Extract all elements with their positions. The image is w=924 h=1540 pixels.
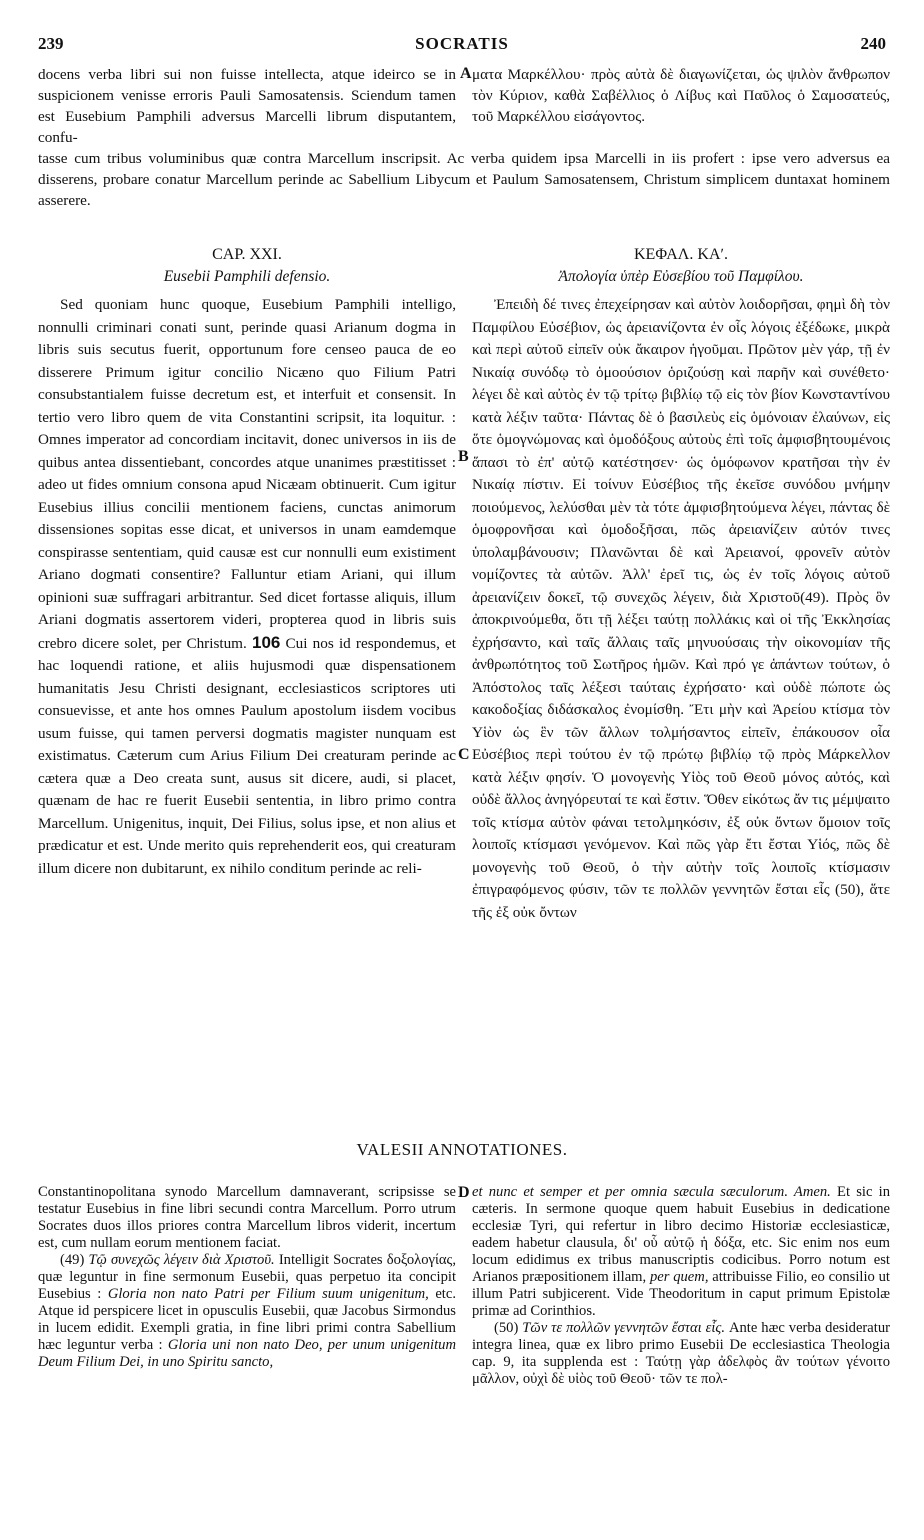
annotation-right-quote: et nunc et semper et per omnia sæcula sæculorum. Amen.	[472, 1184, 831, 1200]
running-title: SOCRATIS	[415, 34, 509, 53]
latin-chapter-subtitle: Eusebii Pamphili defensio.	[163, 268, 331, 285]
margin-mark-d: D	[458, 1184, 470, 1201]
annotations-title: VALESII ANNOTATIONES.	[356, 1140, 568, 1159]
latin-main-column	[38, 294, 456, 880]
annotation-49	[38, 1252, 456, 1371]
annotation-50	[472, 1320, 890, 1388]
annotations-left-column	[38, 1184, 456, 1371]
latin-main-text-2: Cui nos id respondemus, et hac loquendi ratione, et aliis hujusmodi quæ dispensationem humanitatis Jesu Christi designant, ecclesiasticos scriptores uti consuevisse, et ante hos omnes Paulum apostolum iisdem vocibus usum fuisse, qui tamen perversi dogmatis magister nunquam est existimatus. Cæterum cum Arius Filium Dei creaturam perinde ac cætera quæ a Deo creata sunt, ausus sit dicere, audi, si placet, quænam de hac re fuerit Eusebii sententia, in libro primo contra Marcellum. Unigenitus, inquit, Dei Filius, solus ipse, et non alius et prædicatur et est. Unde merito quis reprehenderit eos, qui creaturam illum dicere non dubitarunt, ex nihilo conditum perinde ac reli-	[38, 634, 457, 877]
full-width-text: tasse cum tribus voluminibus quæ contra Marcellum inscripsit. Ac verba quidem ipsa Marcelli in iis profert : ipse vero adversus ea disserens, probare conatur Marcellum perinde ac Sabellium Libycum et Paulum Samosatensem, Christum simplicem duntaxat hominem asserere.	[38, 150, 890, 209]
annotation-right-text-a: Et sic in cæteris. In sermone quoque quem habuit Eusebius in dedicatione ecclesiæ Tyri, qui refertur in libro decimo Historiæ ecclesiasticæ, eadem habetur clausula, δι' οὗ αὐτῷ ἡ δόξα, etc. Sic enim nos eum locum edidimus ex tribus manuscriptis codicibus. Porro notum est Arianos præpositionem illam,	[472, 1184, 890, 1285]
annotation-50-text: Ante hæc verba desideratur integra linea, quæ ex libro primo Eusebii De ecclesiastica Theologia cap. 9, ita supplenda est : Ταύτῃ γὰρ ἀδελφὸς ἂν τούτων γένοιτο μᾶλλον, οὐχὶ δὲ υἱὸς τοῦ Θεοῦ· τῶν τε πολ-	[472, 1320, 890, 1387]
annotation-50-lemma: Τῶν τε πολλῶν γεννητῶν ἔσται εἷς.	[522, 1320, 725, 1336]
greek-chapter-subtitle: Ἀπολογία ὑπὲρ Εὐσεβίου τοῦ Παμφίλου.	[558, 268, 804, 285]
annotation-49-number: (49)	[60, 1252, 85, 1268]
margin-mark-c: C	[458, 746, 470, 763]
latin-top-text: docens verba libri sui non fuisse intellecta, atque ideirco se in suspicionem venisse erroris Pauli Samosatensis. Sciendum tamen est Eusebium Pamphili adversus Marcelli librum disputantem, confu-	[38, 66, 456, 146]
annotation-right-text-b: attribuisse Filio, eo consilio ut illum Patri subjicerent. Vide Theodoritum in caput primum Epistolæ primæ ad Corinthios.	[472, 1269, 890, 1319]
margin-mark-a: A	[460, 65, 472, 82]
latin-chapter-title: CAP. XXI.	[212, 246, 282, 263]
greek-main-column	[472, 294, 890, 924]
latin-main-paragraph	[38, 294, 456, 880]
greek-top-text: ματα Μαρκέλλου· πρὸς αὐτὰ δὲ διαγωνίζεται, ὡς ψιλὸν ἄνθρωπον τὸν Κύριον, καθὰ Σαβέλλιος ὁ Λίβυς καὶ Παῦλος ὁ Σαμοσατεύς, τοῦ Μαρκέλλου εἰσάγοντος.	[472, 66, 890, 125]
page-marker: 106	[251, 632, 281, 652]
annotation-49-lemma: Τῷ συνεχῶς λέγειν διὰ Χριστοῦ.	[88, 1252, 275, 1268]
annotation-right-quote-2: per quem,	[649, 1269, 709, 1285]
annotation-49-quote-1: Gloria non nato Patri per Filium suum unigenitum,	[107, 1286, 429, 1302]
greek-main-text: Ἐπειδὴ δέ τινες ἐπεχείρησαν καὶ αὐτὸν λοιδορῆσαι, φημὶ δὴ τὸν Παμφίλου Εὐσέβιον, ὡς ἀρειανίζοντα ἐν οἷς λόγοις ἐξέδωκε, μικρὰ καὶ περὶ αὐτοῦ εἰπεῖν οὐκ ἄκαιρον ἡγοῦμαι. Πρῶτον μὲν γάρ, τῇ ἐν Νικαίᾳ συνόδῳ τὸ ὁμοούσιον ὁριζούσῃ καὶ παρῆν καὶ συνέθετο· λέγει δὲ καὶ αὐτὸς ἐν τῷ τρίτῳ βιβλίῳ τῷ εἰς τὸν βίον Κωνσταντίνου κατὰ λέξιν ταῦτα· Πάντας δὲ ὁ βασιλεὺς εἰς ὁμόνοιαν ἐλαύνων, εἰς ὅτε ὁμογνώμονας καὶ ὁμοδόξους αὐτοὺς ἐπὶ τοῖς ἀμφισβητουμένοις ἅπασι τὸ ἐπ' αὐτῷ κατέστησεν· ὡς ὁμόφωνον κρατῆσαι τὴν ἐν Νικαίᾳ πίστιν. Εἰ τοίνυν Εὐσέβιος τῆς ἐκεῖσε συνόδου μνήμην ποιούμενος, λελύσθαι μὲν τὰ τότε ἀμφισβητούμενα λέγει, πάντας δὲ ὁμοφρονῆσαι καὶ ὁμοδοξῆσαι, πῶς ἀρειανίζειν αὐτόν τινες ὑπολαμβάνουσιν; Πλανῶνται δὲ καὶ Ἀρειανοί, φρονεῖν αὐτὸν νομίζοντες τὰ αὐτῶν. Ἀλλ' ἐρεῖ τις, ὡς ἐν τοῖς λόγοις αὐτοῦ ἀρειανίζειν δοκεῖ, τῷ συνεχῶς λέγειν, διὰ Χριστοῦ(49). Πρὸς ὃν ἀποκρινούμεθα, ὅτι τῇ λέξει ταύτῃ πολλάκις καὶ οἱ τῆς Ἐκκλησίας ἐχρήσαντο, καὶ ταῖς ἄλλαις ταῖς μηνυούσαις τὴν οἰκονομίαν τῆς ἀνθρωπότητος τοῦ Σωτῆρος ἡμῶν. Καὶ πρό γε ἁπάντων τούτων, ὁ Ἀπόστολος ταῖς λέξεσι ταύταις ἐχρήσατο· καὶ οὐδὲ πώποτε ὡς κακοδοξίας διδάσκαλος ἐνομίσθη. Ἔτι μὴν καὶ Ἀρείου κτίσμα τὸν Υἱὸν ὡς ἓν τῶν ἄλλων τολμήσαντος εἰπεῖν, ἐπάκουσον οἷα Εὐσέβιος περὶ τούτου ἐν τῷ πρώτῳ βιβλίῳ τῷ πρὸς Μάρκελλον κατὰ λέξιν φησίν. Ὁ μονογενὴς Υἱὸς τοῦ Θεοῦ μόνος αὐτός, καὶ οὐδὲ ἄλλος ἀνηγόρευταί τε καὶ ἔστιν. Ὅθεν εἰκότως ἄν τις μέμψαιτο τοῖς κτίσμα αὐτὸν φάναι τετολμηκόσιν, ἐξ οὐκ ὄντων ὅμοιον τοῖς λοιποῖς κτίσμασι γενόμενον. Καὶ πῶς γὰρ ἔτι ἔσται Υἱός, πῶς δὲ μονογενὴς τοῦ Θεοῦ, ὁ τὴν αὐτὴν τοῖς λοιποῖς κτίσμασιν ἐπιγραφόμενος φύσιν, τῶν τε πολλῶν γεννητῶν ἔσται εἷς (50), ἅτε τῆς ἐξ οὐκ ὄντων	[472, 296, 890, 921]
annotations-right-column	[472, 1184, 890, 1388]
annotation-left-continued: Constantinopolitana synodo Marcellum damnaverant, scripsisse se testatur Eusebius in fine libri secundi contra Marcellum. Porro utrum Socrates duos illos priores contra Marcellum libros viderit, incertum est, cum nullam eorum mentionem faciat.	[38, 1184, 456, 1251]
page-number-left: 239	[38, 34, 64, 53]
annotation-49-text-b: etc. Atque id perspicere licet in opusculis Eusebii, quæ Jacobus Sirmondus in lucem edidit. Exempli gratia, in fine libri primi contra Sabellium hæc leguntur verba :	[38, 1286, 456, 1353]
annotation-50-number: (50)	[494, 1320, 519, 1336]
margin-mark-b: B	[458, 448, 469, 465]
greek-chapter-title: ΚΕΦΑΛ. ΚΑʹ.	[633, 246, 729, 263]
page-number-right: 240	[860, 34, 886, 53]
annotation-right-continued	[472, 1184, 890, 1320]
annotation-49-quote-2: Gloria uni non nato Deo, per unum unigenitum Deum Filium Dei, in uno Spiritu sancto,	[38, 1337, 456, 1370]
running-head	[38, 34, 886, 58]
latin-main-text-1: Sed quoniam hunc quoque, Eusebium Pamphili intelligo, nonnulli criminari conati sunt, perinde quasi Arianum dogma in libris suis secutus fuerit, opportunum fore censeo pauca de eo disserere Primum igitur concilio Nicæno quo Filium Patri consubstantialem fuisse decretum est, et interfuit et consensit. In tertio vero libro quem de vita Constantini scripsit, ita loquitur. : Omnes imperator ad concordiam incitavit, donec universos in iis de quibus antea dissentiebant, concordes atque unanimes præstitisset : adeo ut fides omnium consona apud Nicæam obtinuerit. Cum igitur Eusebius illius concilii mentionem faciens, cunctas animorum dissensiones sopitas esse dicat, et universos in unam eamdemque conspirasse sententiam, quid causæ est cur nonnulli eum existiment Ariano dogmati consentire? Falluntur etiam Ariani, qui illum opinioni suæ suffragari arbitrantur. Sed dicet fortasse aliquis, illum Ariani dogmatis assertorem videri, propterea quod in libris suis crebro dicere solet, per Christum.	[38, 296, 456, 652]
annotation-49-text-a: Intelligit Socrates δοξολογίας, quæ leguntur in fine sermonum Eusebii, quas perpetuo ita concipit Eusebius :	[38, 1252, 456, 1302]
